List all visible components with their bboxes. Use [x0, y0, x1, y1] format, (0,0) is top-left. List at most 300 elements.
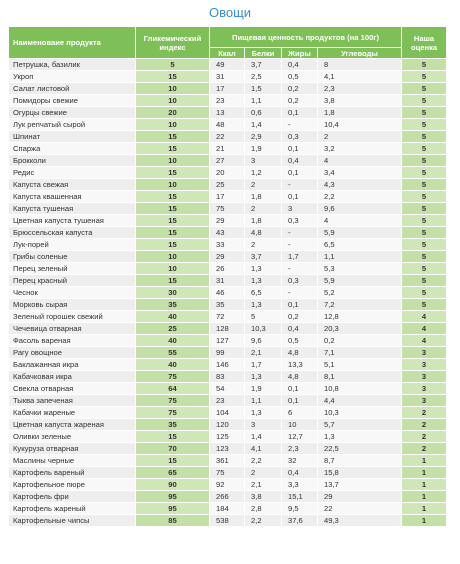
cell-protein: 9,6 — [245, 335, 282, 347]
cell-fat: 0,3 — [282, 131, 318, 143]
table-row — [9, 227, 447, 239]
cell-glycemic-index: 85 — [136, 515, 210, 527]
cell-carbs: 1,3 — [318, 431, 402, 443]
cell-product-name: Морковь сырая — [9, 299, 136, 311]
cell-score: 4 — [402, 311, 447, 323]
cell-score: 1 — [402, 479, 447, 491]
cell-carbs: 1,1 — [318, 251, 402, 263]
cell-glycemic-index: 95 — [136, 491, 210, 503]
cell-glycemic-index: 15 — [136, 275, 210, 287]
cell-fat: 0,3 — [282, 215, 318, 227]
cell-product-name: Фасоль вареная — [9, 335, 136, 347]
cell-product-name: Зеленый горошек свежий — [9, 311, 136, 323]
cell-protein: 1,9 — [245, 143, 282, 155]
table-row — [9, 131, 447, 143]
cell-score: 5 — [402, 155, 447, 167]
table-body — [9, 59, 447, 527]
cell-carbs: 1,8 — [318, 107, 402, 119]
cell-fat: 0,1 — [282, 191, 318, 203]
cell-glycemic-index: 65 — [136, 467, 210, 479]
cell-kcal: 99 — [210, 347, 245, 359]
cell-carbs: 5,7 — [318, 419, 402, 431]
cell-protein: 5 — [245, 311, 282, 323]
cell-kcal: 104 — [210, 407, 245, 419]
table-row — [9, 431, 447, 443]
cell-protein: 6,5 — [245, 287, 282, 299]
cell-kcal: 127 — [210, 335, 245, 347]
cell-protein: 1,7 — [245, 359, 282, 371]
cell-glycemic-index: 90 — [136, 479, 210, 491]
table-row — [9, 311, 447, 323]
cell-score: 5 — [402, 203, 447, 215]
cell-carbs: 8,1 — [318, 371, 402, 383]
cell-protein: 2,8 — [245, 503, 282, 515]
cell-kcal: 17 — [210, 191, 245, 203]
table-row — [9, 491, 447, 503]
table-row — [9, 503, 447, 515]
cell-protein: 10,3 — [245, 323, 282, 335]
cell-score: 2 — [402, 419, 447, 431]
page-title: Овощи — [208, 5, 252, 20]
cell-kcal: 538 — [210, 515, 245, 527]
cell-glycemic-index: 75 — [136, 395, 210, 407]
cell-score: 2 — [402, 443, 447, 455]
cell-product-name: Маслины черные — [9, 455, 136, 467]
cell-product-name: Капуста тушеная — [9, 203, 136, 215]
cell-product-name: Огурцы свежие — [9, 107, 136, 119]
header-carbs: Углеводы — [318, 48, 402, 59]
cell-protein: 2 — [245, 179, 282, 191]
cell-kcal: 125 — [210, 431, 245, 443]
cell-protein: 1,9 — [245, 383, 282, 395]
cell-protein: 1,4 — [245, 431, 282, 443]
cell-score: 5 — [402, 239, 447, 251]
cell-product-name: Спаржа — [9, 143, 136, 155]
cell-carbs: 20,3 — [318, 323, 402, 335]
cell-carbs: 15,8 — [318, 467, 402, 479]
cell-kcal: 23 — [210, 395, 245, 407]
cell-score: 5 — [402, 131, 447, 143]
table-row — [9, 455, 447, 467]
cell-kcal: 26 — [210, 263, 245, 275]
cell-glycemic-index: 10 — [136, 155, 210, 167]
cell-kcal: 54 — [210, 383, 245, 395]
cell-fat: 0,4 — [282, 467, 318, 479]
cell-kcal: 92 — [210, 479, 245, 491]
cell-carbs: 7,2 — [318, 299, 402, 311]
table-row — [9, 239, 447, 251]
cell-protein: 2 — [245, 203, 282, 215]
cell-protein: 2,2 — [245, 455, 282, 467]
cell-glycemic-index: 10 — [136, 119, 210, 131]
table-row — [9, 179, 447, 191]
cell-carbs: 13,7 — [318, 479, 402, 491]
cell-fat: - — [282, 239, 318, 251]
cell-score: 1 — [402, 515, 447, 527]
cell-carbs: 4 — [318, 155, 402, 167]
cell-fat: 10 — [282, 419, 318, 431]
cell-protein: 1,5 — [245, 83, 282, 95]
cell-product-name: Брокколи — [9, 155, 136, 167]
cell-glycemic-index: 25 — [136, 323, 210, 335]
cell-protein: 3,7 — [245, 251, 282, 263]
cell-fat: 0,2 — [282, 95, 318, 107]
cell-glycemic-index: 15 — [136, 227, 210, 239]
cell-carbs: 5,9 — [318, 227, 402, 239]
cell-score: 3 — [402, 395, 447, 407]
table-row — [9, 335, 447, 347]
cell-glycemic-index: 15 — [136, 455, 210, 467]
cell-carbs: 2,2 — [318, 191, 402, 203]
cell-score: 5 — [402, 287, 447, 299]
cell-kcal: 17 — [210, 83, 245, 95]
cell-carbs: 7,1 — [318, 347, 402, 359]
cell-product-name: Рагу овощное — [9, 347, 136, 359]
cell-protein: 2 — [245, 239, 282, 251]
cell-fat: 13,3 — [282, 359, 318, 371]
table-row — [9, 251, 447, 263]
cell-fat: 0,1 — [282, 383, 318, 395]
cell-protein: 1,4 — [245, 119, 282, 131]
cell-fat: 12,7 — [282, 431, 318, 443]
cell-protein: 1,3 — [245, 371, 282, 383]
cell-glycemic-index: 40 — [136, 335, 210, 347]
cell-carbs: 2,3 — [318, 83, 402, 95]
table-row — [9, 515, 447, 527]
cell-fat: - — [282, 119, 318, 131]
cell-glycemic-index: 15 — [136, 143, 210, 155]
cell-protein: 2,1 — [245, 479, 282, 491]
cell-glycemic-index: 15 — [136, 191, 210, 203]
cell-fat: - — [282, 263, 318, 275]
cell-fat: 9,5 — [282, 503, 318, 515]
cell-glycemic-index: 20 — [136, 107, 210, 119]
table-row — [9, 371, 447, 383]
table-row — [9, 191, 447, 203]
cell-score: 5 — [402, 191, 447, 203]
cell-fat: 0,4 — [282, 59, 318, 71]
cell-carbs: 3,8 — [318, 95, 402, 107]
cell-fat: - — [282, 287, 318, 299]
cell-kcal: 31 — [210, 275, 245, 287]
cell-protein: 3 — [245, 155, 282, 167]
cell-protein: 1,8 — [245, 215, 282, 227]
cell-glycemic-index: 75 — [136, 407, 210, 419]
cell-carbs: 8 — [318, 59, 402, 71]
cell-fat: 4,8 — [282, 371, 318, 383]
cell-kcal: 361 — [210, 455, 245, 467]
cell-product-name: Капуста квашенная — [9, 191, 136, 203]
cell-carbs: 12,8 — [318, 311, 402, 323]
cell-fat: - — [282, 227, 318, 239]
cell-protein: 2,2 — [245, 515, 282, 527]
cell-kcal: 25 — [210, 179, 245, 191]
cell-carbs: 9,6 — [318, 203, 402, 215]
cell-product-name: Чечевица отварная — [9, 323, 136, 335]
table-row — [9, 323, 447, 335]
table-row — [9, 275, 447, 287]
cell-kcal: 31 — [210, 71, 245, 83]
cell-protein: 1,1 — [245, 395, 282, 407]
cell-glycemic-index: 70 — [136, 443, 210, 455]
cell-product-name: Лук репчатый сырой — [9, 119, 136, 131]
cell-product-name: Цветная капуста тушеная — [9, 215, 136, 227]
cell-score: 1 — [402, 467, 447, 479]
cell-score: 5 — [402, 179, 447, 191]
cell-product-name: Перец зеленый — [9, 263, 136, 275]
table-row — [9, 263, 447, 275]
cell-score: 5 — [402, 275, 447, 287]
cell-kcal: 48 — [210, 119, 245, 131]
cell-fat: 0,1 — [282, 107, 318, 119]
cell-glycemic-index: 95 — [136, 503, 210, 515]
header-fat: Жиры — [282, 48, 318, 59]
cell-product-name: Картофельное пюре — [9, 479, 136, 491]
cell-protein: 1,1 — [245, 95, 282, 107]
cell-score: 5 — [402, 215, 447, 227]
cell-kcal: 23 — [210, 95, 245, 107]
table-row — [9, 119, 447, 131]
cell-carbs: 4 — [318, 215, 402, 227]
cell-glycemic-index: 35 — [136, 419, 210, 431]
cell-protein: 1,2 — [245, 167, 282, 179]
cell-score: 1 — [402, 491, 447, 503]
header-score: Наша оценка — [402, 27, 447, 59]
cell-carbs: 10,4 — [318, 119, 402, 131]
cell-fat: 0,3 — [282, 275, 318, 287]
cell-fat: 0,2 — [282, 311, 318, 323]
cell-kcal: 35 — [210, 299, 245, 311]
cell-protein: 4,1 — [245, 443, 282, 455]
cell-carbs: 4,1 — [318, 71, 402, 83]
cell-carbs: 10,8 — [318, 383, 402, 395]
cell-kcal: 266 — [210, 491, 245, 503]
table-row — [9, 215, 447, 227]
cell-kcal: 184 — [210, 503, 245, 515]
cell-score: 5 — [402, 251, 447, 263]
cell-score: 1 — [402, 455, 447, 467]
cell-glycemic-index: 35 — [136, 299, 210, 311]
cell-protein: 2,5 — [245, 71, 282, 83]
cell-kcal: 128 — [210, 323, 245, 335]
table-row — [9, 203, 447, 215]
cell-product-name: Оливки зеленые — [9, 431, 136, 443]
cell-score: 4 — [402, 335, 447, 347]
cell-glycemic-index: 40 — [136, 311, 210, 323]
cell-glycemic-index: 15 — [136, 71, 210, 83]
cell-score: 5 — [402, 71, 447, 83]
cell-fat: 0,5 — [282, 335, 318, 347]
cell-glycemic-index: 64 — [136, 383, 210, 395]
cell-product-name: Картофель фри — [9, 491, 136, 503]
cell-product-name: Картофель вареный — [9, 467, 136, 479]
cell-carbs: 22 — [318, 503, 402, 515]
cell-product-name: Тыква запеченая — [9, 395, 136, 407]
cell-score: 3 — [402, 347, 447, 359]
cell-carbs: 29 — [318, 491, 402, 503]
cell-score: 5 — [402, 143, 447, 155]
cell-fat: 0,4 — [282, 323, 318, 335]
header-kcal: Ккал — [210, 48, 245, 59]
cell-kcal: 72 — [210, 311, 245, 323]
cell-glycemic-index: 15 — [136, 215, 210, 227]
cell-product-name: Чеснок — [9, 287, 136, 299]
cell-carbs: 4,3 — [318, 179, 402, 191]
cell-carbs: 2 — [318, 131, 402, 143]
cell-carbs: 3,4 — [318, 167, 402, 179]
cell-product-name: Грибы соленые — [9, 251, 136, 263]
cell-fat: - — [282, 179, 318, 191]
cell-glycemic-index: 10 — [136, 95, 210, 107]
cell-protein: 3 — [245, 419, 282, 431]
cell-carbs: 22,5 — [318, 443, 402, 455]
cell-kcal: 49 — [210, 59, 245, 71]
cell-score: 3 — [402, 371, 447, 383]
table-row — [9, 107, 447, 119]
cell-score: 5 — [402, 227, 447, 239]
cell-glycemic-index: 15 — [136, 131, 210, 143]
cell-protein: 3,7 — [245, 59, 282, 71]
cell-fat: 0,5 — [282, 71, 318, 83]
cell-fat: 0,1 — [282, 143, 318, 155]
table-row — [9, 407, 447, 419]
cell-glycemic-index: 15 — [136, 203, 210, 215]
cell-protein: 0,6 — [245, 107, 282, 119]
cell-glycemic-index: 15 — [136, 167, 210, 179]
cell-product-name: Кукуруза отварная — [9, 443, 136, 455]
cell-fat: 0,1 — [282, 299, 318, 311]
cell-protein: 1,3 — [245, 407, 282, 419]
table-row — [9, 287, 447, 299]
table-row — [9, 359, 447, 371]
cell-score: 5 — [402, 107, 447, 119]
cell-carbs: 5,9 — [318, 275, 402, 287]
table-row — [9, 419, 447, 431]
table-row — [9, 467, 447, 479]
table-row — [9, 95, 447, 107]
cell-kcal: 29 — [210, 215, 245, 227]
cell-product-name: Петрушка, базилик — [9, 59, 136, 71]
header-nutrition: Пищевая ценность продуктов (на 100г) — [210, 27, 402, 48]
header-protein: Белки — [245, 48, 282, 59]
cell-protein: 1,3 — [245, 299, 282, 311]
cell-carbs: 4,4 — [318, 395, 402, 407]
cell-glycemic-index: 75 — [136, 371, 210, 383]
cell-glycemic-index: 55 — [136, 347, 210, 359]
cell-fat: 1,7 — [282, 251, 318, 263]
cell-kcal: 21 — [210, 143, 245, 155]
cell-glycemic-index: 15 — [136, 239, 210, 251]
table-row — [9, 347, 447, 359]
cell-kcal: 27 — [210, 155, 245, 167]
cell-kcal: 46 — [210, 287, 245, 299]
cell-carbs: 0,2 — [318, 335, 402, 347]
cell-kcal: 20 — [210, 167, 245, 179]
table-row — [9, 71, 447, 83]
table-row — [9, 299, 447, 311]
cell-product-name: Цветная капуста жареная — [9, 419, 136, 431]
cell-protein: 3,8 — [245, 491, 282, 503]
cell-kcal: 123 — [210, 443, 245, 455]
table-row — [9, 143, 447, 155]
table-row — [9, 383, 447, 395]
cell-protein: 4,8 — [245, 227, 282, 239]
cell-score: 2 — [402, 431, 447, 443]
cell-glycemic-index: 40 — [136, 359, 210, 371]
cell-product-name: Капуста свежая — [9, 179, 136, 191]
table-row — [9, 443, 447, 455]
cell-kcal: 75 — [210, 203, 245, 215]
cell-kcal: 33 — [210, 239, 245, 251]
cell-kcal: 75 — [210, 467, 245, 479]
cell-carbs: 5,3 — [318, 263, 402, 275]
cell-score: 1 — [402, 503, 447, 515]
cell-product-name: Шпинат — [9, 131, 136, 143]
cell-carbs: 6,5 — [318, 239, 402, 251]
cell-carbs: 49,3 — [318, 515, 402, 527]
table-row — [9, 59, 447, 71]
cell-product-name: Помидоры свежие — [9, 95, 136, 107]
cell-fat: 0,1 — [282, 167, 318, 179]
cell-score: 5 — [402, 167, 447, 179]
cell-glycemic-index: 10 — [136, 251, 210, 263]
cell-score: 5 — [402, 95, 447, 107]
cell-fat: 4,8 — [282, 347, 318, 359]
cell-glycemic-index: 10 — [136, 83, 210, 95]
cell-glycemic-index: 10 — [136, 179, 210, 191]
cell-product-name: Салат листовой — [9, 83, 136, 95]
cell-kcal: 29 — [210, 251, 245, 263]
cell-score: 5 — [402, 83, 447, 95]
cell-score: 5 — [402, 119, 447, 131]
table-row — [9, 167, 447, 179]
cell-product-name: Укроп — [9, 71, 136, 83]
cell-score: 3 — [402, 359, 447, 371]
cell-fat: 0,4 — [282, 155, 318, 167]
cell-fat: 3 — [282, 203, 318, 215]
cell-product-name: Картофельные чипсы — [9, 515, 136, 527]
cell-glycemic-index: 10 — [136, 263, 210, 275]
cell-carbs: 5,2 — [318, 287, 402, 299]
cell-score: 3 — [402, 383, 447, 395]
cell-glycemic-index: 15 — [136, 431, 210, 443]
cell-product-name: Кабачковая икра — [9, 371, 136, 383]
cell-carbs: 5,1 — [318, 359, 402, 371]
cell-kcal: 43 — [210, 227, 245, 239]
cell-glycemic-index: 30 — [136, 287, 210, 299]
cell-kcal: 83 — [210, 371, 245, 383]
cell-protein: 2,1 — [245, 347, 282, 359]
cell-product-name: Баклажанная икра — [9, 359, 136, 371]
cell-kcal: 146 — [210, 359, 245, 371]
cell-fat: 32 — [282, 455, 318, 467]
cell-product-name: Кабачки жареные — [9, 407, 136, 419]
cell-protein: 1,8 — [245, 191, 282, 203]
cell-score: 2 — [402, 407, 447, 419]
cell-score: 4 — [402, 323, 447, 335]
cell-score: 5 — [402, 263, 447, 275]
cell-fat: 3,3 — [282, 479, 318, 491]
cell-product-name: Лук-порей — [9, 239, 136, 251]
cell-glycemic-index: 5 — [136, 59, 210, 71]
table-row — [9, 155, 447, 167]
cell-fat: 0,2 — [282, 83, 318, 95]
cell-protein: 2 — [245, 467, 282, 479]
cell-score: 5 — [402, 299, 447, 311]
table-row — [9, 83, 447, 95]
cell-product-name: Перец красный — [9, 275, 136, 287]
cell-fat: 37,6 — [282, 515, 318, 527]
